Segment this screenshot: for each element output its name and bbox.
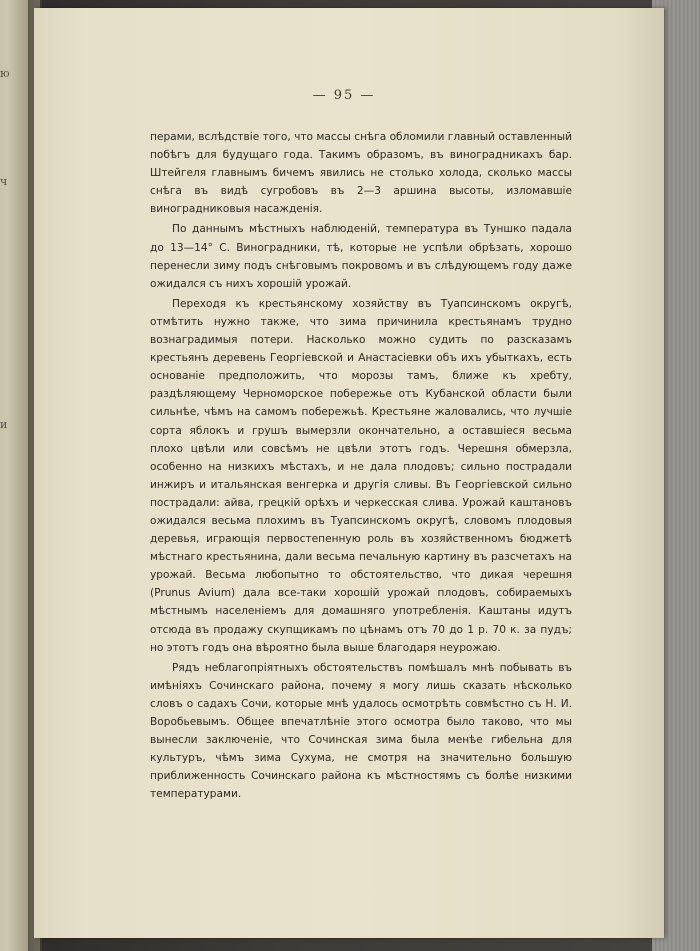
left-page-fragment: ч	[0, 175, 8, 188]
left-page-fragment: и	[0, 418, 8, 431]
left-page-fragment	[0, 708, 30, 735]
left-page-fragment	[0, 870, 30, 897]
left-page-fragments	[0, 60, 30, 951]
left-page-fragment	[0, 735, 30, 762]
left-page-fragment	[0, 546, 30, 573]
left-page-fragment	[0, 384, 30, 411]
left-page-fragment	[0, 816, 30, 843]
left-page-fragment	[0, 789, 30, 816]
page-body	[150, 128, 572, 803]
left-page-fragment	[0, 627, 30, 654]
left-page-fragment	[0, 141, 30, 168]
left-page-fragment	[0, 276, 30, 303]
left-page-fragment	[0, 114, 30, 141]
left-page-fragment	[0, 519, 30, 546]
left-page-fragment: ю	[0, 67, 10, 80]
paragraph-1: перами, вслѣдствіе того, что массы снѣга обломили главный оставленный побѣгъ для будущаго года. Такимъ образомъ, въ виноградникахъ бар. Штейгеля главнымъ бичемъ явились не столько холода, сколько массы снѣга въ видѣ сугробовъ въ 2—3 аршина высоты, изломавшіе виноградниковыя насажденія.	[150, 131, 572, 216]
left-page-fragment	[0, 924, 30, 951]
left-page-fragment	[0, 330, 30, 357]
paragraph-4: Рядъ неблагопріятныхъ обстоятельствъ помѣшалъ мнѣ побывать въ имѣніяхъ Сочинскаго района, почему я могу лишь сказать нѣсколько словъ о садахъ Сочи, которые мнѣ удалось осмотрѣть совмѣстно съ Н. И. Воробьевымъ. Общее впечатлѣніе этого осмотра было таково, что мы вынесли заключеніе, что Сочинская зима была менѣе гибельна для культуръ, чѣмъ зима Сухума, не смотря на значительно большую приближенность Сочинскаго района къ мѣстностямъ съ болѣе низкими температурами.	[150, 661, 572, 801]
book-page	[34, 8, 664, 938]
left-page-fragment	[0, 681, 30, 708]
left-page-fragment	[0, 654, 30, 681]
left-page-fragment	[0, 600, 30, 627]
left-page-fragment	[0, 357, 30, 384]
left-page-fragment	[0, 573, 30, 600]
left-page-fragment	[0, 438, 30, 465]
left-page-fragment	[0, 87, 30, 114]
paragraph-3: Переходя къ крестьянскому хозяйству въ Туапсинскомъ округѣ, отмѣтить нужно также, что зима причинила крестьянамъ трудно вознаградимыя потери. Насколько можно судить по разсказамъ крестьянъ деревень Георгіевской и Анастасіевки объ ихъ убыткахъ, есть основаніе предположить, что морозы тамъ, ближе къ хребту, раздѣляющему Черноморское побережье отъ Кубанской области были сильнѣе, чѣмъ на самомъ побережьѣ. Крестьяне жаловались, что лучшіе сорта яблокъ и грушъ вымерзли окончательно, а оставшіеся весьма плохо цвѣли или совсѣмъ не цвѣли этотъ годъ. Черешня обмерзла, особенно на низкихъ мѣстахъ, и не дала плодовъ; сильно пострадали инжиръ и итальянская венгерка и другія сливы. Въ Георгіевской сильно пострадали: айва, грецкій орѣхъ и черкесская слива. Урожай каштановъ ожидался весьма плохимъ въ Туапсинскомъ округѣ, словомъ плодовыя деревья, играющія первостепенную роль въ хозяйственномъ бюджетѣ мѣстнаго крестьянина, дали весьма печальную картину въ разсчетахъ на урожай. Весьма любопытно то обстоятельство, что дикая черешня (Prunus Avium) дала все-таки хорошій урожай плодовъ, собираемыхъ мѣстнымъ населеніемъ для домашняго употребленія. Каштаны идутъ отсюда въ продажу скупщикамъ по цѣнамъ отъ 70 до 1 р. 70 к. за пудъ; но этотъ годъ она вѣроятно была выше благодаря неурожаю.	[150, 297, 572, 654]
left-page-fragment	[0, 195, 30, 222]
left-page-fragment	[0, 249, 30, 276]
left-page-fragment	[0, 222, 30, 249]
left-page-fragment	[0, 897, 30, 924]
left-page-fragment	[0, 492, 30, 519]
left-page-fragment	[0, 843, 30, 870]
paragraph-2: По даннымъ мѣстныхъ наблюденій, температура въ Туншко падала до 13—14° С. Виноградники, тѣ, которые не успѣли обрѣзать, хорошо перенесли зиму подъ снѣговымъ покровомъ и въ слѣдующемъ году даже ожидался съ нихъ хорошій урожай.	[150, 223, 572, 290]
left-page-fragment	[0, 465, 30, 492]
page-number: — 95 —	[312, 88, 376, 103]
left-page-fragment	[0, 762, 30, 789]
left-page-fragment	[0, 303, 30, 330]
